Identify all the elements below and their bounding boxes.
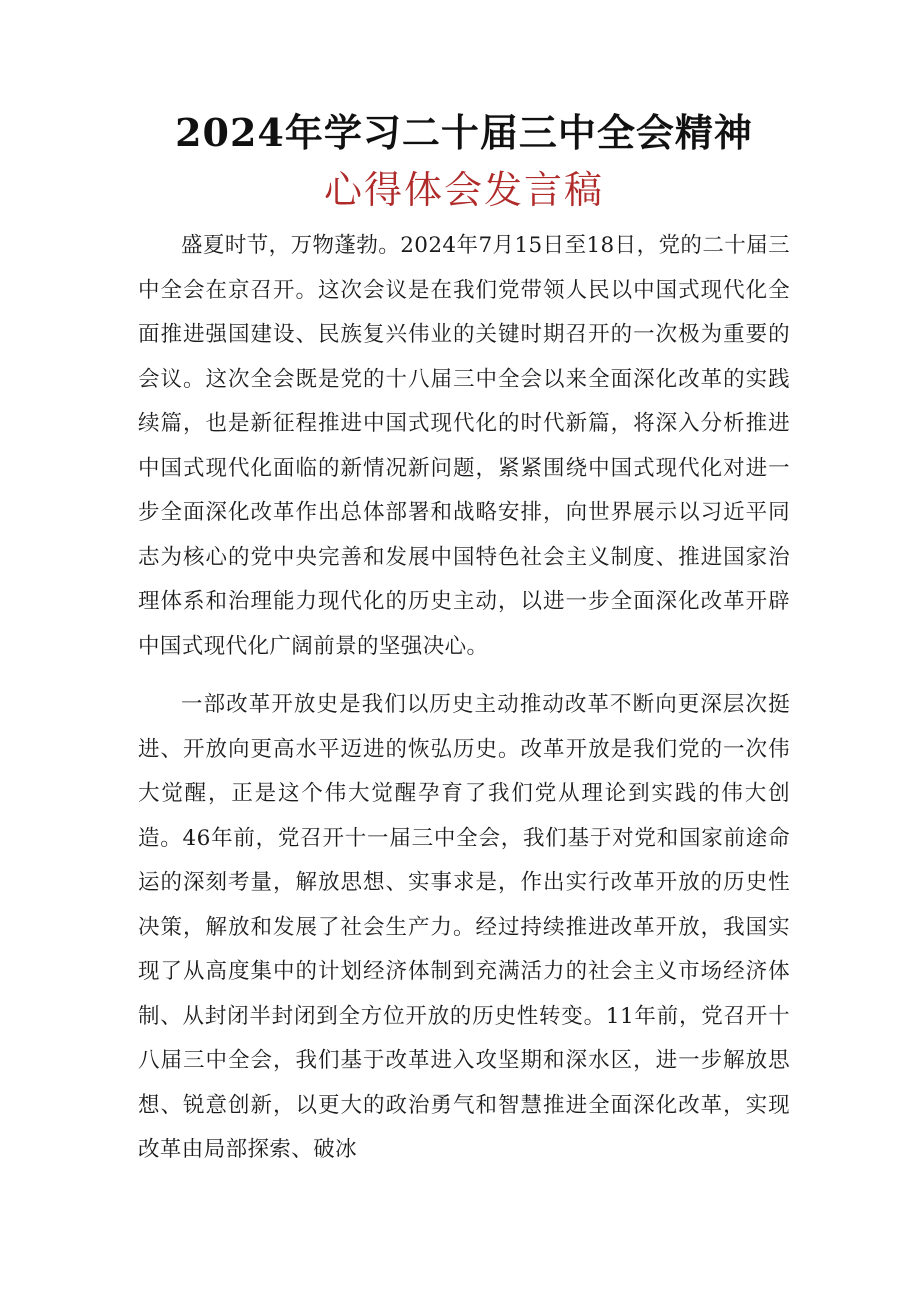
document-subtitle: 心得体会发言稿 xyxy=(323,168,604,212)
document-title: 2024年学习二十届三中全会精神 xyxy=(175,110,753,155)
paragraph-1: 盛夏时节，万物蓬勃。2024年7月15日至18日，党的二十届三中全会在京召开。这次会议是在我们党带领人民以中国式现代化全面推进强国建设、民族复兴伟业的关键时期召开的一次极为重要的会议。这次全会既是党的十八届三中全会以来全面深化改革的实践续篇，也是新征程推进中国式现代化的时代新篇，将深入分析推进中国式现代化面临的新情况新问题，紧紧围绕中国式现代化对进一步全面深化改革作出总体部署和战略安排，向世界展示以习近平同志为核心的党中央完善和发展中国特色社会主义制度、推进国家治理体系和治理能力现代化的历史主动，以进一步全面深化改革开辟中国式现代化广阔前景的坚强决心。 xyxy=(138,233,790,659)
paragraph-2: 一部改革开放史是我们以历史主动推动改革不断向更深层次挺进、开放向更高水平迈进的恢弘历史。改革开放是我们党的一次伟大觉醒，正是这个伟大觉醒孕育了我们党从理论到实践的伟大创造。46年前，党召开十一届三中全会，我们基于对党和国家前途命运的深刻考量，解放思想、实事求是，作出实行改革开放的历史性决策，解放和发展了社会生产力。经过持续推进改革开放，我国实现了从高度集中的计划经济体制到充满活力的社会主义市场经济体制、从封闭半封闭到全方位开放的历史性转变。11年前，党召开十八届三中全会，我们基于改革进入攻坚期和深水区，进一步解放思想、锐意创新，以更大的政治勇气和智慧推进全面深化改革，实现改革由局部探索、破冰 xyxy=(138,692,790,1162)
